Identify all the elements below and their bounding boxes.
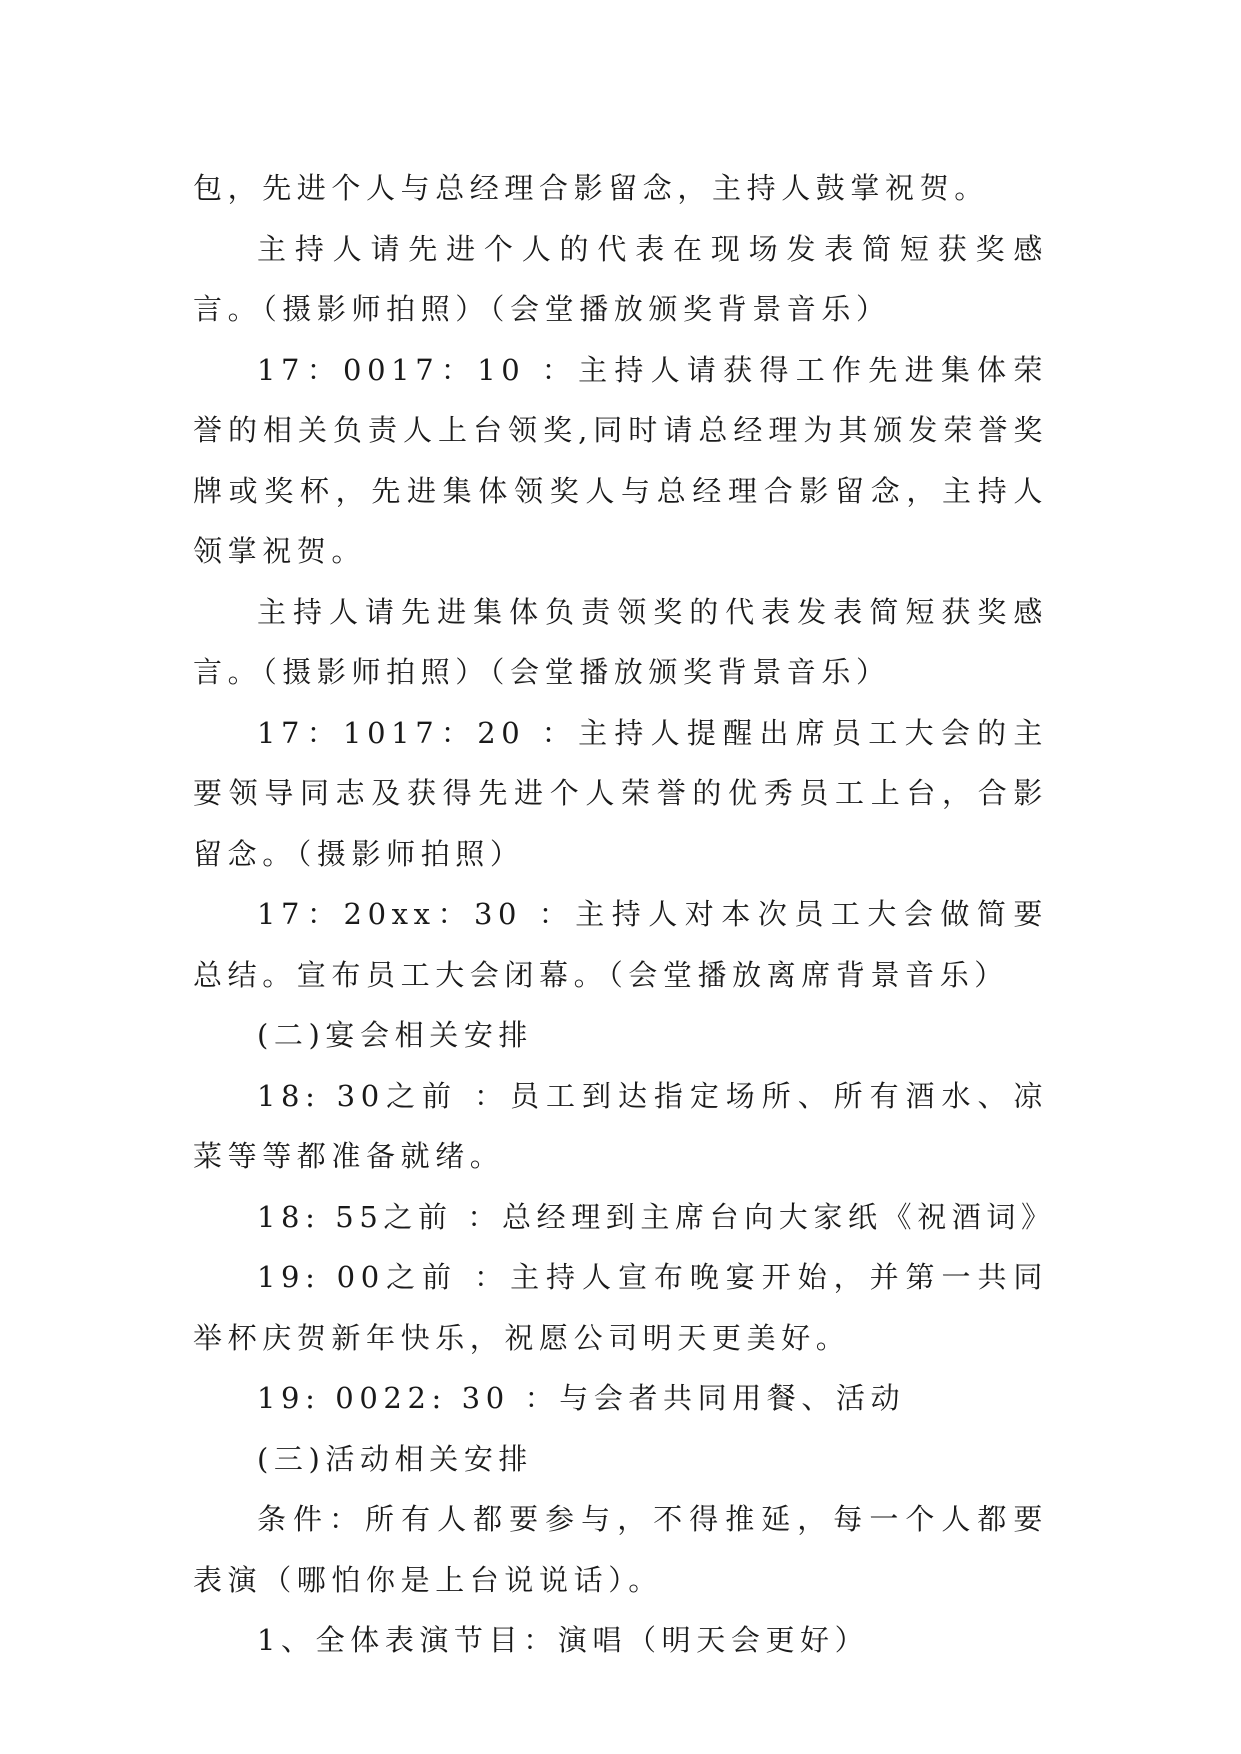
paragraph: 19: 00之前 ：主持人宣布晚宴开始，并第一共同举杯庆贺新年快乐，祝愿公司明天更美好。	[193, 1260, 1048, 1355]
paragraph: 18: 30之前 ：员工到达指定场所、所有酒水、凉菜等等都准备就绪。	[193, 1078, 1048, 1173]
paragraph: 1、全体表演节目：演唱（明天会更好）	[257, 1623, 870, 1657]
section-heading: (二)宴会相关安排	[257, 1018, 534, 1052]
paragraph: 主持人请先进集体负责领奖的代表发表简短获奖感言。（摄影师拍照）（会堂播放颁奖背景音乐）	[193, 594, 1048, 689]
document-body	[193, 158, 1056, 1671]
paragraph: 18: 55之前 ：总经理到主席台向大家纸《祝酒词》	[257, 1199, 1056, 1234]
paragraph: 19: 0022: 30 ：与会者共同用餐、活动	[257, 1381, 906, 1415]
paragraph: 17：1017：20 ：主持人提醒出席员工大会的主要领导同志及获得先进个人荣誉的优秀员工上台，合影留念。（摄影师拍照）	[193, 715, 1048, 871]
section-heading: (三)活动相关安排	[257, 1441, 534, 1476]
paragraph: 包，先进个人与总经理合影留念，主持人鼓掌祝贺。	[193, 171, 989, 205]
paragraph: 主持人请先进个人的代表在现场发表简短获奖感言。（摄影师拍照）（会堂播放颁奖背景音乐）	[193, 231, 1048, 326]
paragraph: 条件：所有人都要参与，不得推延，每一个人都要表演（哪怕你是上台说说话）。	[193, 1502, 1048, 1597]
paragraph: 17：20xx：30 ：主持人对本次员工大会做简要总结。宣布员工大会闭幕。（会堂播放离席背景音乐）	[193, 897, 1048, 992]
paragraph: 17：0017：10 ：主持人请获得工作先进集体荣誉的相关负责人上台领奖,同时请总经理为其颁发荣誉奖牌或奖杯，先进集体领奖人与总经理合影留念，主持人领掌祝贺。	[193, 352, 1048, 568]
